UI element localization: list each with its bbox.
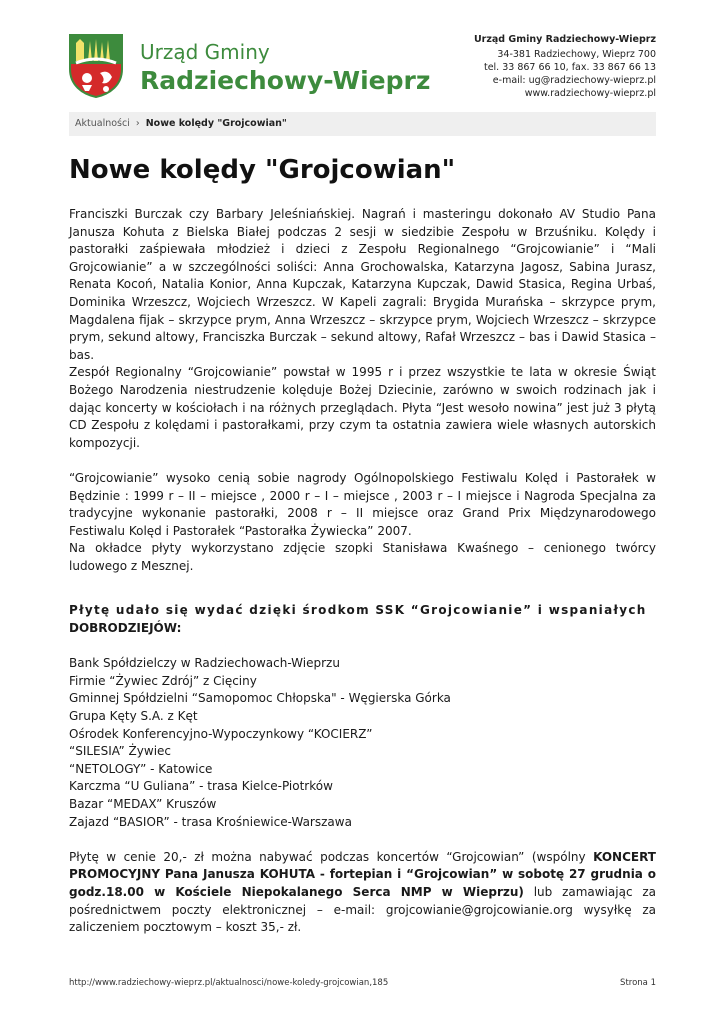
article-body [69, 206, 656, 937]
breadcrumb-parent-link[interactable]: Aktualności [75, 118, 130, 129]
thanks-heading [69, 602, 656, 637]
sponsor-item: Ośrodek Konferencyjno-Wypoczynkowy “KOCIERZ” [69, 726, 373, 741]
thanks-heading-end: DOBRODZIEJÓW: [69, 621, 182, 636]
site-brand[interactable] [140, 40, 430, 97]
contact-name: Urząd Gminy Radziechowy-Wieprz [473, 34, 656, 45]
contact-address: 34-381 Radziechowy, Wieprz 700 [497, 49, 656, 60]
sponsor-item: Bazar “MEDAX” Kruszów [69, 797, 217, 811]
contact-info [474, 33, 656, 100]
sponsor-item: Grupa Kęty S.A. z Kęt [69, 709, 198, 724]
footer-page-number: Strona 1 [620, 978, 656, 988]
article-paragraph: Zespół Regionalny “Grojcowianie” powstał w 1995 r i przez wszystkie te lata w okresie Świąt Bożego Narodzenia niestrudzenie kolęduje Bożej Dziecinie, zarówno w swoich rodzinach jak i dając koncerty w kościołach i na różnych przeglądach. Płyta “Jest wesoło nowina” jest już 3 płytą CD Zespołu z kolędami i pastorałkami, przy czym ta ostatnia zawiera wiele własnych autorskich kompozycji. [69, 365, 656, 450]
purchase-text-start: Płytę w cenie 20,- zł można nabywać podczas koncertów “Grojcowian” (wspólny [69, 849, 594, 864]
brand-line-1: Urząd Gminy [140, 40, 270, 64]
sponsor-item: Karczma “U Guliana” - trasa Kielce-Piotrków [69, 779, 333, 794]
sponsor-list [69, 655, 656, 831]
page-title: Nowe kolędy "Grojcowian" [69, 155, 456, 185]
sponsor-item: Bank Spółdzielczy w Radziechowach-Wieprzu [69, 656, 340, 671]
sponsor-item: “SILESIA” Żywiec [69, 744, 172, 759]
article-paragraph [69, 849, 656, 937]
footer-url[interactable]: http://www.radziechowy-wieprz.pl/aktualnosci/nowe-koledy-grojcowian,185 [69, 978, 389, 988]
concert-announcement: KONCERT PROMOCYJNY Pana Janusza KOHUTA - fortepian i “Grojcowian” w sobotę 27 grudnia o godz.18.00 w Kościele Niepokalanego Serca NMP w Wieprzu) [69, 849, 656, 899]
article-paragraph: Na okładce płyty wykorzystano zdjęcie szopki Stanisława Kwaśnego – cenionego twórcy ludowego z Mesznej. [69, 541, 656, 573]
page-footer [69, 978, 656, 988]
sponsor-item: Gminnej Spółdzielni “Samopomoc Chłopska" - Węgierska Górka [69, 691, 451, 706]
sponsor-item: “NETOLOGY” - Katowice [69, 761, 213, 776]
thanks-heading-main: Płytę udało się wydać dzięki środkom SSK “Grojcowianie” i wspaniałych [69, 603, 647, 618]
sponsor-item: Firmie “Żywiec Zdrój” z Cięciny [69, 673, 257, 688]
article-paragraph: “Grojcowianie” wysoko cenią sobie nagrody Ogólnopolskiego Festiwalu Kolęd i Pastorałek w Będzinie : 1999 r – II – miejsce , 2000 r – I – miejsce , 2003 r – I miejsce i Nagroda Specjalna za tradycyjne wykonanie pastorałki, 2008 r – II miejsce oraz Grand Prix Międzynarodowego Festiwalu Kolęd i Pastorałek “Pastorałka Żywiecka” 2007. [69, 470, 656, 538]
contact-email[interactable]: e-mail: ug@radziechowy-wieprz.pl [492, 75, 656, 86]
breadcrumb [69, 112, 656, 136]
brand-line-2: Radziechowy-Wieprz [140, 66, 431, 95]
article-paragraph: Franciszki Burczak czy Barbary Jeleśniańskiej. Nagrań i masteringu dokonało AV Studio Pana Janusza Kohuta z Bielska Białej podczas 2 sesji w siedzibie Zespołu w Brzuśniku. Kolędy i pastorałki zaśpiewała młodzież i dzieci z Zespołu Regionalnego “Grojcowianie” i “Mali Grojcowianie” a w szczególności soliści: Anna Grochowalska, Katarzyna Jagosz, Sabina Jurasz, Renata Kocoń, Natalia Konior, Anna Kupczak, Katarzyna Kupczak, Dawid Stasica, Regina Urbaś, Dominika Wrzeszcz, Wojciech Wrzeszcz. W Kapeli zagrali: Brygida Murańska – skrzypce prym, Magdalena fijak – skrzypce prym, Anna Wrzeszcz – skrzypce prym, Wojciech Wrzeszcz – skrzypce prym, sekund altowy, Franciszka Burczak – sekund altowy, Rafał Wrzeszcz – bas i Dawid Stasica – bas. [69, 207, 656, 362]
sponsor-item: Zajazd “BASIOR” - trasa Krośniewice-Warszawa [69, 814, 352, 829]
purchase-text-end: lub zamawiając za pośrednictwem poczty elektronicznej – e-mail: grojcowianie@grojcowianie.org wysyłkę za zaliczeniem pocztowym – koszt 35,- zł. [69, 884, 656, 935]
municipality-crest-logo[interactable] [68, 33, 124, 99]
contact-website[interactable]: www.radziechowy-wieprz.pl [524, 88, 656, 99]
breadcrumb-current: Nowe kolędy "Grojcowian" [145, 118, 287, 129]
breadcrumb-separator: › [135, 118, 140, 129]
contact-phone: tel. 33 867 66 10, fax. 33 867 66 13 [483, 62, 656, 73]
